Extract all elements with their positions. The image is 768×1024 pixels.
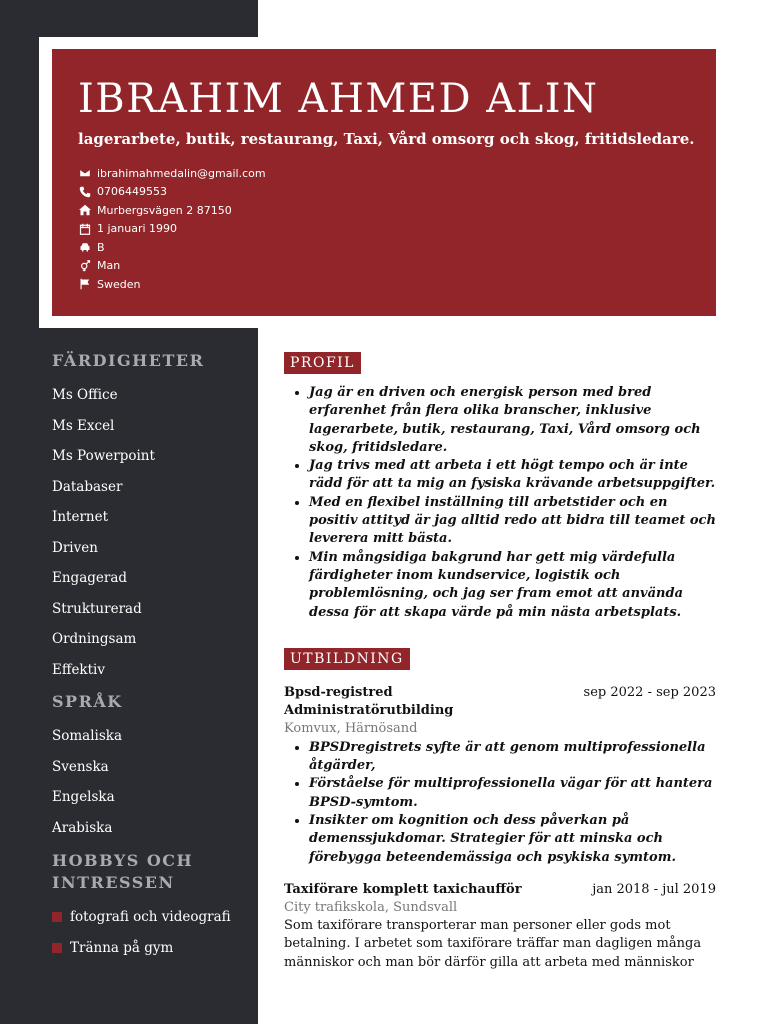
phone-icon bbox=[78, 185, 91, 198]
profile-bullet: • Jag är en driven och energisk person med bred erfarenhet från flera olika branscher, inklusive lagerarbete, butik, restaurang, Taxi, Vård omsorg och skog, fritidsledare. bbox=[309, 384, 716, 457]
main-content bbox=[284, 352, 716, 972]
skill-item: Ms Powerpoint bbox=[52, 448, 155, 464]
contact-address bbox=[78, 201, 266, 220]
education-entry bbox=[284, 881, 716, 972]
gender-icon bbox=[78, 259, 91, 272]
skill-item: Driven bbox=[52, 539, 98, 556]
hobbies-list bbox=[52, 902, 252, 963]
profile-bullet: • Med en flexibel inställning till arbetstider och en positiv attityd är jag alltid redo att bidra till teamet och leverera mitt bästa. bbox=[309, 494, 716, 549]
square-bullet-icon bbox=[52, 912, 62, 922]
skill-item: Ms Office bbox=[52, 387, 118, 403]
sidebar-content bbox=[52, 350, 252, 963]
candidate-name: IBRAHIM AHMED ALIN bbox=[78, 76, 599, 122]
language-item: Somaliska bbox=[52, 728, 123, 744]
hobby-item bbox=[52, 933, 252, 964]
languages-list bbox=[52, 721, 252, 843]
flag-icon bbox=[78, 278, 91, 291]
header bbox=[52, 49, 716, 316]
skill-item: Engagerad bbox=[52, 570, 128, 586]
skills-list bbox=[52, 380, 252, 685]
profile-label: PROFIL bbox=[284, 352, 361, 374]
contact-country bbox=[78, 275, 266, 294]
education-bullet: • Förståelse för multiprofessionella vägar för att hantera BPSD-symtom. bbox=[309, 775, 716, 812]
hobby-label: fotografi och videografi bbox=[70, 909, 231, 926]
square-bullet-icon bbox=[52, 943, 62, 953]
profile-section bbox=[284, 352, 716, 622]
hobby-item bbox=[52, 902, 252, 933]
contact-email-value: ibrahimahmedalin@gmail.com bbox=[97, 166, 266, 180]
education-bullet: • Insikter om kognition och dess påverkan på demenssjukdomar. Strategier för att minska och förebygga beteendemässiga och psykiska symtom. bbox=[309, 812, 716, 867]
education-label: UTBILDNING bbox=[284, 648, 410, 670]
contact-birthdate-value: 1 januari 1990 bbox=[97, 222, 178, 236]
education-description: Som taxiförare transporterar man personer eller gods mot betalning. I arbetet som taxiförare träffar man dagligen många människor och man bör därför gilla att arbeta med människor bbox=[284, 917, 702, 970]
language-item: Svenska bbox=[52, 758, 109, 775]
contact-address-value: Murbergsvägen 2 87150 bbox=[97, 203, 232, 217]
languages-heading: SPRÅK bbox=[52, 692, 123, 711]
contact-email bbox=[78, 164, 266, 183]
skill-item: Ordningsam bbox=[52, 631, 137, 647]
education-bullet: • BPSDregistrets syfte är att genom multiprofessionella åtgärder, bbox=[309, 739, 716, 776]
contact-license bbox=[78, 238, 266, 257]
skills-heading: FÄRDIGHETER bbox=[52, 351, 205, 370]
profile-bullet: • Jag trivs med att arbeta i ett högt tempo och är inte rädd för att ta mig an fysiska krävande arbetsuppgifter. bbox=[309, 457, 716, 494]
skill-item: Databaser bbox=[52, 478, 123, 495]
contact-country-value: Sweden bbox=[97, 277, 141, 291]
contact-gender bbox=[78, 257, 266, 276]
hobbies-heading: HOBBYS OCH INTRESSEN bbox=[52, 851, 194, 892]
education-entry bbox=[284, 684, 716, 867]
contact-birthdate bbox=[78, 220, 266, 239]
language-item: Engelska bbox=[52, 789, 115, 805]
education-title: Taxiförare komplett taxichaufför bbox=[284, 881, 522, 897]
education-section bbox=[284, 648, 716, 972]
skill-item: Internet bbox=[52, 509, 109, 525]
car-icon bbox=[78, 241, 91, 254]
profile-list bbox=[284, 384, 716, 622]
calendar-icon bbox=[78, 222, 91, 235]
home-icon bbox=[78, 204, 91, 217]
education-school: City trafikskola, Sundsvall bbox=[284, 899, 458, 915]
skill-item: Strukturerad bbox=[52, 600, 142, 617]
contact-phone bbox=[78, 183, 266, 202]
headline: lagerarbete, butik, restaurang, Taxi, Vård omsorg och skog, fritidsledare. bbox=[78, 130, 695, 148]
contact-phone-value: 0706449553 bbox=[97, 185, 167, 199]
contact-gender-value: Man bbox=[97, 259, 121, 273]
language-item: Arabiska bbox=[52, 819, 113, 836]
contact-list bbox=[78, 164, 266, 294]
envelope-icon bbox=[78, 167, 91, 180]
profile-bullet: • Min mångsidiga bakgrund har gett mig värdefulla färdigheter inom kundservice, logistik och problemlösning, och jag ser fram emot att använda dessa för att skapa värde på min nästa arbetsplats. bbox=[309, 549, 716, 622]
education-date: sep 2022 - sep 2023 bbox=[583, 684, 716, 700]
skill-item: Ms Excel bbox=[52, 417, 115, 434]
skill-item: Effektiv bbox=[52, 661, 105, 678]
education-school: Komvux, Härnösand bbox=[284, 720, 418, 736]
education-date: jan 2018 - jul 2019 bbox=[592, 881, 716, 897]
education-title: Bpsd-registred Administratörutbilding bbox=[284, 684, 454, 718]
contact-license-value: B bbox=[97, 240, 105, 254]
hobby-label: Tränna på gym bbox=[70, 939, 174, 956]
education-bullets bbox=[284, 739, 716, 867]
